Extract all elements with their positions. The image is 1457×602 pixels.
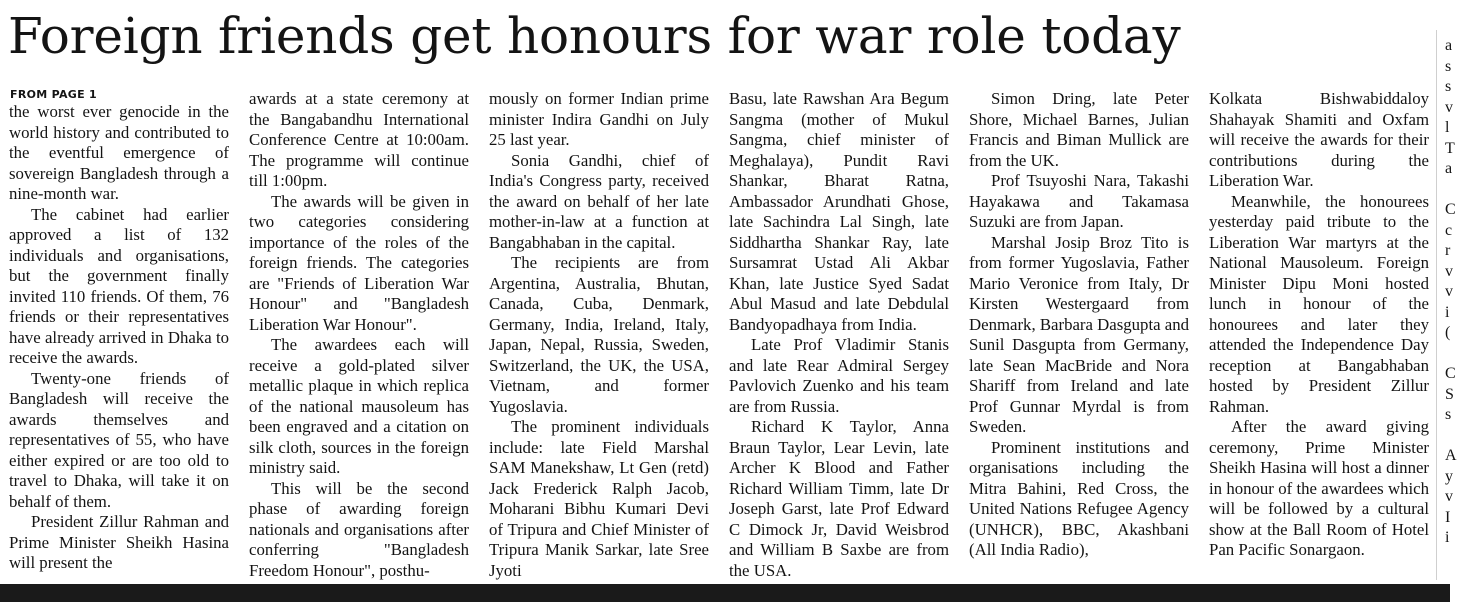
edge-glyph: c bbox=[1445, 221, 1453, 239]
paragraph: awards at a state ceremony at the Bangabandhu International Conference Centre at 10:00am. The programme will continue till 1:00pm. bbox=[249, 89, 469, 190]
edge-glyph: s bbox=[1445, 78, 1452, 95]
paragraph: Basu, late Rawshan Ara Begum Sangma (mother of Mukul Sangma, chief minister of Meghalaya), Pundit Ravi Shankar, Bharat Ratna, Ambassador Arundhati Ghose, late Sachindra Lal Singh, late Siddhartha Shankar Ray, late Sursamrat Ustad Ali Akbar Khan, late Justice Syed Sadat Abul Masud and late Debdulal Bandyopadhaya from India. bbox=[729, 89, 949, 334]
paragraph: Twenty-one friends of Bangladesh will receive the awards themselves and representatives of 55, who have either expired or are too old to travel to Dhaka, will take it on behalf of them. bbox=[9, 368, 229, 511]
paragraph: Simon Dring, late Peter Shore, Michael Barnes, Julian Francis and Biman Mullick are from the UK. bbox=[969, 89, 1189, 170]
edge-glyph: v bbox=[1445, 283, 1453, 300]
edge-glyph: T bbox=[1445, 139, 1455, 157]
edge-glyph: C bbox=[1445, 365, 1456, 382]
edge-glyph: v bbox=[1445, 262, 1453, 280]
paragraph: After the award giving ceremony, Prime Minister Sheikh Hasina will host a dinner in honour of the awardees which will be followed by a cultural show at the Ball Room of Hotel Pan Pacific Sonargaon. bbox=[1209, 417, 1429, 559]
edge-glyph: i bbox=[1445, 529, 1450, 546]
paragraph: This will be the second phase of awarding foreign nationals and organisations after conferring "Bangladesh Freedom Honour", posthu- bbox=[249, 478, 469, 580]
paragraph: The prominent individuals include: late Field Marshal SAM Manekshaw, Lt Gen (retd) Jack Frederick Ralph Jacob, Moharani Bibhu Kumari Devi of Tripura and Chief Minister of Tripura Manik Sarkar, late Sree Jyoti bbox=[489, 417, 709, 580]
paragraph: The cabinet had earlier approved a list of 132 individuals and organisations, but the government finally invited 110 friends. Of them, 76 friends or their representatives have already arrived in Dhaka to receive the awards. bbox=[9, 204, 229, 367]
edge-glyph: r bbox=[1445, 242, 1451, 259]
edge-glyph: s bbox=[1445, 406, 1452, 423]
edge-glyph: S bbox=[1445, 385, 1454, 403]
article-column-4 bbox=[729, 89, 949, 584]
article-column-5 bbox=[969, 89, 1189, 584]
adjacent-article-edge bbox=[1437, 0, 1457, 584]
paragraph: Meanwhile, the honourees yesterday paid tribute to the Liberation War martyrs at the National Mausoleum. Foreign Minister Dipu Moni hosted lunch in honour of the honourees and later they attended the Independence Day reception at Bangabhaban hosted by President Zillur Rahman. bbox=[1209, 191, 1429, 416]
paragraph: the worst ever genocide in the world history and contributed to the eventful emergence of sovereign Bangladesh through a nine-month war. bbox=[9, 102, 229, 203]
paragraph: Late Prof Vladimir Stanis and late Rear Admiral Sergey Pavlovich Zuenko and his team are from Russia. bbox=[729, 335, 949, 416]
edge-glyph: v bbox=[1445, 488, 1453, 505]
edge-glyph: ( bbox=[1445, 324, 1451, 341]
edge-glyph: v bbox=[1445, 98, 1453, 116]
edge-glyph: s bbox=[1445, 57, 1452, 75]
paragraph: Kolkata Bishwabiddaloy Shahayak Shamiti and Oxfam will receive the awards for their contributions during the Liberation War. bbox=[1209, 89, 1429, 190]
article-column-3 bbox=[489, 89, 709, 584]
article-column-2 bbox=[249, 89, 469, 584]
edge-glyph: a bbox=[1445, 37, 1453, 54]
paragraph: The recipients are from Argentina, Australia, Bhutan, Canada, Cuba, Denmark, Germany, India, Ireland, Italy, Japan, Nepal, Russia, Sweden, Switzerland, the UK, the USA, Vietnam, and former Yugoslavia. bbox=[489, 253, 709, 416]
paragraph: Prominent institutions and organisations including the Mitra Bahini, Red Cross, the United Nations Refugee Agency (UNHCR), BBC, Akashbani (All India Radio), bbox=[969, 437, 1189, 559]
paragraph: Marshal Josip Broz Tito is from former Yugoslavia, Father Mario Veronice from Italy, Dr Kirsten Westergaard from Denmark, Barbara Dasgupta and Sunil Dasgupta from Germany, late Sean MacBride and Nora Shariff from Ireland and late Prof Gunnar Myrdal is from Sweden. bbox=[969, 232, 1189, 436]
paragraph: The awardees each will receive a gold-plated silver metallic plaque in which replica of the national mausoleum has been engraved and a citation on silk cloth, sources in the foreign ministry said. bbox=[249, 335, 469, 477]
edge-glyph: A bbox=[1445, 447, 1457, 464]
paragraph: The awards will be given in two categories considering importance of the roles of the foreign friends. The categories are "Friends of Liberation War Honour" and "Bangladesh Liberation War Honour". bbox=[249, 191, 469, 334]
paragraph: Prof Tsuyoshi Nara, Takashi Hayakawa and Takamasa Suzuki are from Japan. bbox=[969, 171, 1189, 231]
edge-glyph: l bbox=[1445, 119, 1450, 136]
paragraph: President Zillur Rahman and Prime Minister Sheikh Hasina will present the bbox=[9, 512, 229, 572]
paragraph: mously on former Indian prime minister Indira Gandhi on July 25 last year. bbox=[489, 89, 709, 149]
paragraph: Sonia Gandhi, chief of India's Congress party, received the award on behalf of her late mother-in-law at a function at Bangabhaban in the capital. bbox=[489, 150, 709, 252]
edge-glyph: I bbox=[1445, 508, 1451, 526]
article-column-6 bbox=[1209, 89, 1429, 584]
edge-glyph: y bbox=[1445, 467, 1453, 485]
continuation-kicker: FROM PAGE 1 bbox=[10, 88, 98, 101]
edge-glyph: i bbox=[1445, 303, 1450, 321]
page-bottom-bar bbox=[0, 584, 1450, 602]
headline: Foreign friends get honours for war role today bbox=[8, 7, 1181, 65]
paragraph: Richard K Taylor, Anna Braun Taylor, Lear Levin, late Archer K Blood and Father Richard William Timm, late Dr Joseph Garst, late Prof Edward C Dimock Jr, David Weisbrod and William B Saxbe are from the USA. bbox=[729, 417, 949, 580]
edge-glyph: C bbox=[1445, 201, 1456, 218]
article-column-1 bbox=[9, 102, 229, 584]
edge-glyph: a bbox=[1445, 160, 1453, 177]
